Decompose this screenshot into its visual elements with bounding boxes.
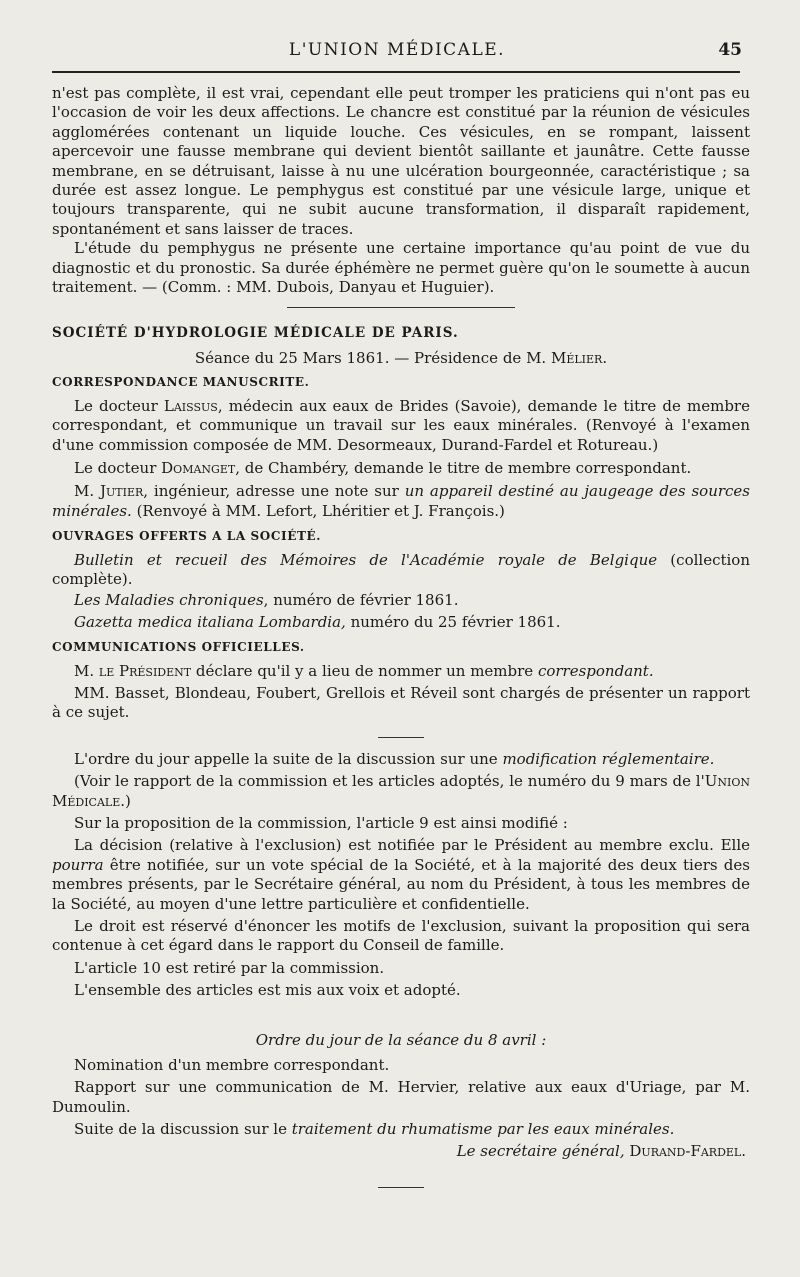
emphasis: traitement du rhumatisme par les eaux minérales.	[291, 1120, 675, 1139]
header-rule	[52, 71, 740, 73]
work-title: Bulletin et recueil des Mémoires de l'Académie royale de Belgique	[74, 550, 658, 569]
agenda-item	[52, 1120, 750, 1139]
agenda-heading: Ordre du jour de la séance du 8 avril :	[255, 1030, 547, 1049]
paragraph	[52, 459, 750, 478]
text-run: , ingénieur, adresse une note sur	[143, 482, 405, 501]
subsection-heading: OUVRAGES OFFERTS A LA SOCIÉTÉ.	[52, 529, 322, 544]
running-header	[52, 36, 742, 66]
text-run: Le docteur	[74, 396, 164, 415]
person-name: Domanget	[161, 458, 236, 477]
text-run: , numéro de février 1861.	[263, 591, 459, 610]
session-suffix: .	[602, 348, 608, 367]
president-name: Mélier	[550, 348, 603, 367]
person-name: Jutier	[100, 482, 144, 501]
paragraph	[52, 397, 750, 455]
work-title: un appareil destiné au jaugeage des sources minérales.	[52, 482, 750, 520]
section-title: SOCIÉTÉ D'HYDROLOGIE MÉDICALE DE PARIS.	[52, 325, 459, 342]
text-run: , médecin aux eaux de Brides (Savoie), demande le titre de membre correspondant, et communique un travail sur les eaux minérales. (Renvoyé à l'examen d'une commission composée de MM. Desormeaux, Durand-Fardel et Rotureau.)	[52, 396, 750, 454]
text-run: Suite de la discussion sur le	[74, 1120, 292, 1139]
work-title: Gazetta medica italiana Lombardia,	[74, 612, 346, 631]
page-number: 45	[718, 40, 742, 60]
journal-reference: Union Médicale.	[52, 772, 750, 810]
text-run: numéro du 25 février 1861.	[345, 612, 561, 631]
end-divider	[378, 1187, 424, 1188]
section-divider	[287, 307, 515, 308]
signature	[52, 1142, 750, 1161]
text-run: )	[125, 791, 131, 810]
paragraph: L'ensemble des articles est mis aux voix et adopté.	[74, 981, 461, 1000]
text-run: M.	[74, 661, 99, 680]
paragraph: Le droit est réservé d'énoncer les motifs de l'exclusion, suivant la proposition qui sera contenue à cet égard dans le rapport du Conseil de famille.	[52, 917, 750, 955]
signature-name: Durand-Fardel.	[629, 1141, 746, 1160]
text-run: M.	[74, 482, 100, 501]
text-run: La décision (relative à l'exclusion) est notifiée par le Président au membre exclu. Elle	[74, 836, 750, 855]
text-run: déclare qu'il y a lieu de nommer un membre	[191, 661, 538, 680]
emphasis: pourra	[52, 855, 104, 874]
text-run: être notifiée, sur un vote spécial de la Société, et à la majorité des deux tiers des membres présents, par le Secrétaire général, au nom du Président, à tous les membres de la Société, au moyen d'une lettre particulière et confidentielle.	[52, 855, 750, 913]
paragraph: L'article 10 est retiré par la commission.	[74, 958, 385, 977]
paragraph	[52, 750, 750, 769]
text-run: (collection complète).	[52, 550, 750, 588]
session-line	[52, 349, 750, 368]
journal-title: L'UNION MÉDICALE.	[288, 40, 506, 60]
paragraph	[52, 482, 750, 521]
signature-role: Le secrétaire général,	[456, 1141, 625, 1160]
list-item	[52, 613, 750, 632]
agenda-item: Nomination d'un membre correspondant.	[74, 1056, 390, 1075]
subsection-heading: COMMUNICATIONS OFFICIELLES.	[52, 640, 305, 655]
paragraph: MM. Basset, Blondeau, Foubert, Grellois et Réveil sont chargés de présenter un rapport à ce sujet.	[52, 683, 750, 722]
intro-paragraph: L'étude du pemphygus ne présente une certaine importance qu'au point de vue du diagnostic et du pronostic. Sa durée éphémère ne permet guère qu'on le soumette à aucun traitement. — (Comm. : MM. Dubois, Danyau et Huguier).	[52, 239, 750, 297]
person-name: le Président	[98, 661, 192, 680]
session-prefix: Séance du 25 Mars 1861. — Présidence de M.	[194, 348, 551, 367]
list-item	[52, 591, 750, 610]
agenda-item: Rapport sur une communication de M. Hervier, relative aux eaux d'Uriage, par M. Dumoulin.	[52, 1078, 750, 1116]
paragraph	[52, 836, 750, 914]
short-divider	[378, 737, 424, 738]
text-run: Le docteur	[74, 458, 162, 477]
text-run: , de Chambéry, demande le titre de membre correspondant.	[235, 458, 692, 477]
list-item	[52, 551, 750, 590]
person-name: Laissus	[163, 396, 218, 415]
text-run: (Renvoyé à MM. Lefort, Lhéritier et J. François.)	[131, 501, 505, 520]
subsection-heading: CORRESPONDANCE MANUSCRITE.	[52, 375, 310, 390]
paragraph	[52, 772, 750, 811]
text-run: L'ordre du jour appelle la suite de la discussion sur une	[74, 749, 503, 768]
paragraph	[52, 662, 750, 681]
intro-paragraph: n'est pas complète, il est vrai, cependant elle peut tromper les praticiens qui n'ont pas eu l'occasion de voir les deux affections. Le chancre est constitué par la réunion de vésicules agglomérées contenant un liquide louche. Ces vésicules, en se rompant, laissent apercevoir une fausse membrane qui devient bientôt saillante et jaunâtre. Cette fausse membrane, en se détruisant, laisse à nu une ulcération bourgeonnée, caractéristique ; sa durée est assez longue. Le pemphygus est constitué par une vésicule large, unique et toujours transparente, qui ne subit aucune transformation, il disparaît rapidement, spontanément et sans laisser de traces.	[52, 84, 750, 238]
work-title: Les Maladies chroniques	[74, 591, 264, 610]
emphasis: modification réglementaire.	[502, 749, 715, 768]
emphasis: correspondant.	[537, 661, 654, 680]
article-body	[52, 84, 750, 1188]
text-run: (Voir le rapport de la commission et les articles adoptés, le numéro du 9 mars de l'	[74, 772, 705, 791]
paragraph: Sur la proposition de la commission, l'article 9 est ainsi modifié :	[74, 814, 568, 832]
